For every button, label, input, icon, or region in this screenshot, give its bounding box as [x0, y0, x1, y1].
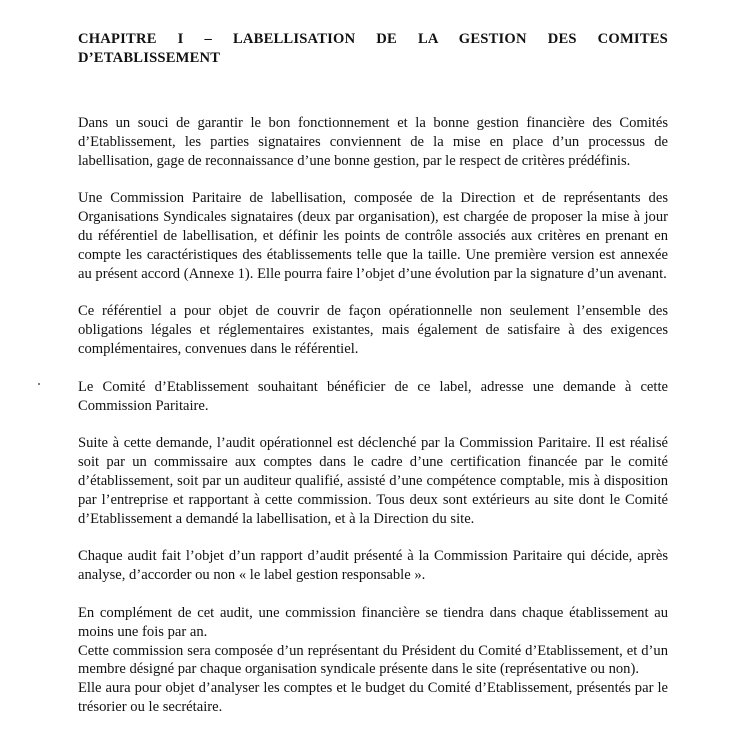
paragraph-audit: Suite à cette demande, l’audit opérationnel est déclenché par la Commission Paritaire. Il est réalisé soit par un commissaire aux comptes dans le cadre d’une certification financée par le comité d’établissement, soit par un auditeur qualifié, assisté d’une compétence comptable, mis à disposition par l’entreprise et rapportant à cette commission. Tous deux sont extérieurs au site dont le Comité d’Etablissement a demandé la labellisation, et à la Direction du site. — [78, 435, 668, 527]
paragraph-complement: En complément de cet audit, une commission financière se tiendra dans chaque établissement au moins une fois par an. — [78, 604, 668, 640]
scan-speck — [38, 383, 40, 385]
paragraph-purpose: Dans un souci de garantir le bon fonctionnement et la bonne gestion financière des Comités d’Etablissement, les parties signataires conviennent de la mise en place d’un processus de labellisation, gage de reconnaissance d’une bonne gestion, par le respect de critères prédéfinis. — [78, 115, 668, 169]
paragraph-objet: Elle aura pour objet d’analyser les comptes et le budget du Comité d’Etablissement, présentés par le trésorier ou le secrétaire. — [78, 680, 668, 716]
paragraph-composition: Cette commission sera composée d’un représentant du Président du Comité d’Etablissement, et d’un membre désigné par chaque organisation syndicale présente dans le site (représentative ou non). — [78, 642, 668, 678]
paragraph-commission: Une Commission Paritaire de labellisation, composée de la Direction et de représentants des Organisations Syndicales signataires (deux par organisation), est chargée de proposer la mise à jour du référentiel de labellisation, et définir les points de contrôle associés aux critères en prenant en compte les caractéristiques des établissements telle que la taille. Une première version est annexée au présent accord (Annexe 1). Elle pourra faire l’objet d’une évolution par la signature d’un avenant. — [78, 190, 668, 282]
paragraph-demande: Le Comité d’Etablissement souhaitant bénéficier de ce label, adresse une demande à cette Commission Paritaire. — [78, 378, 668, 414]
paragraph-rapport: Chaque audit fait l’objet d’un rapport d’audit présenté à la Commission Paritaire qui décide, après analyse, d’accorder ou non « le label gestion responsable ». — [78, 548, 668, 584]
paragraph-referentiel: Ce référentiel a pour objet de couvrir de façon opérationnelle non seulement l’ensemble des obligations légales et réglementaires existantes, mais également de satisfaire à des exigences complémentaires, convenues dans le référentiel. — [78, 303, 668, 358]
chapter-title: CHAPITRE I – LABELLISATION DE LA GESTION DES COMITES D’ETABLISSEMENT — [78, 31, 668, 66]
document-page — [78, 30, 668, 717]
